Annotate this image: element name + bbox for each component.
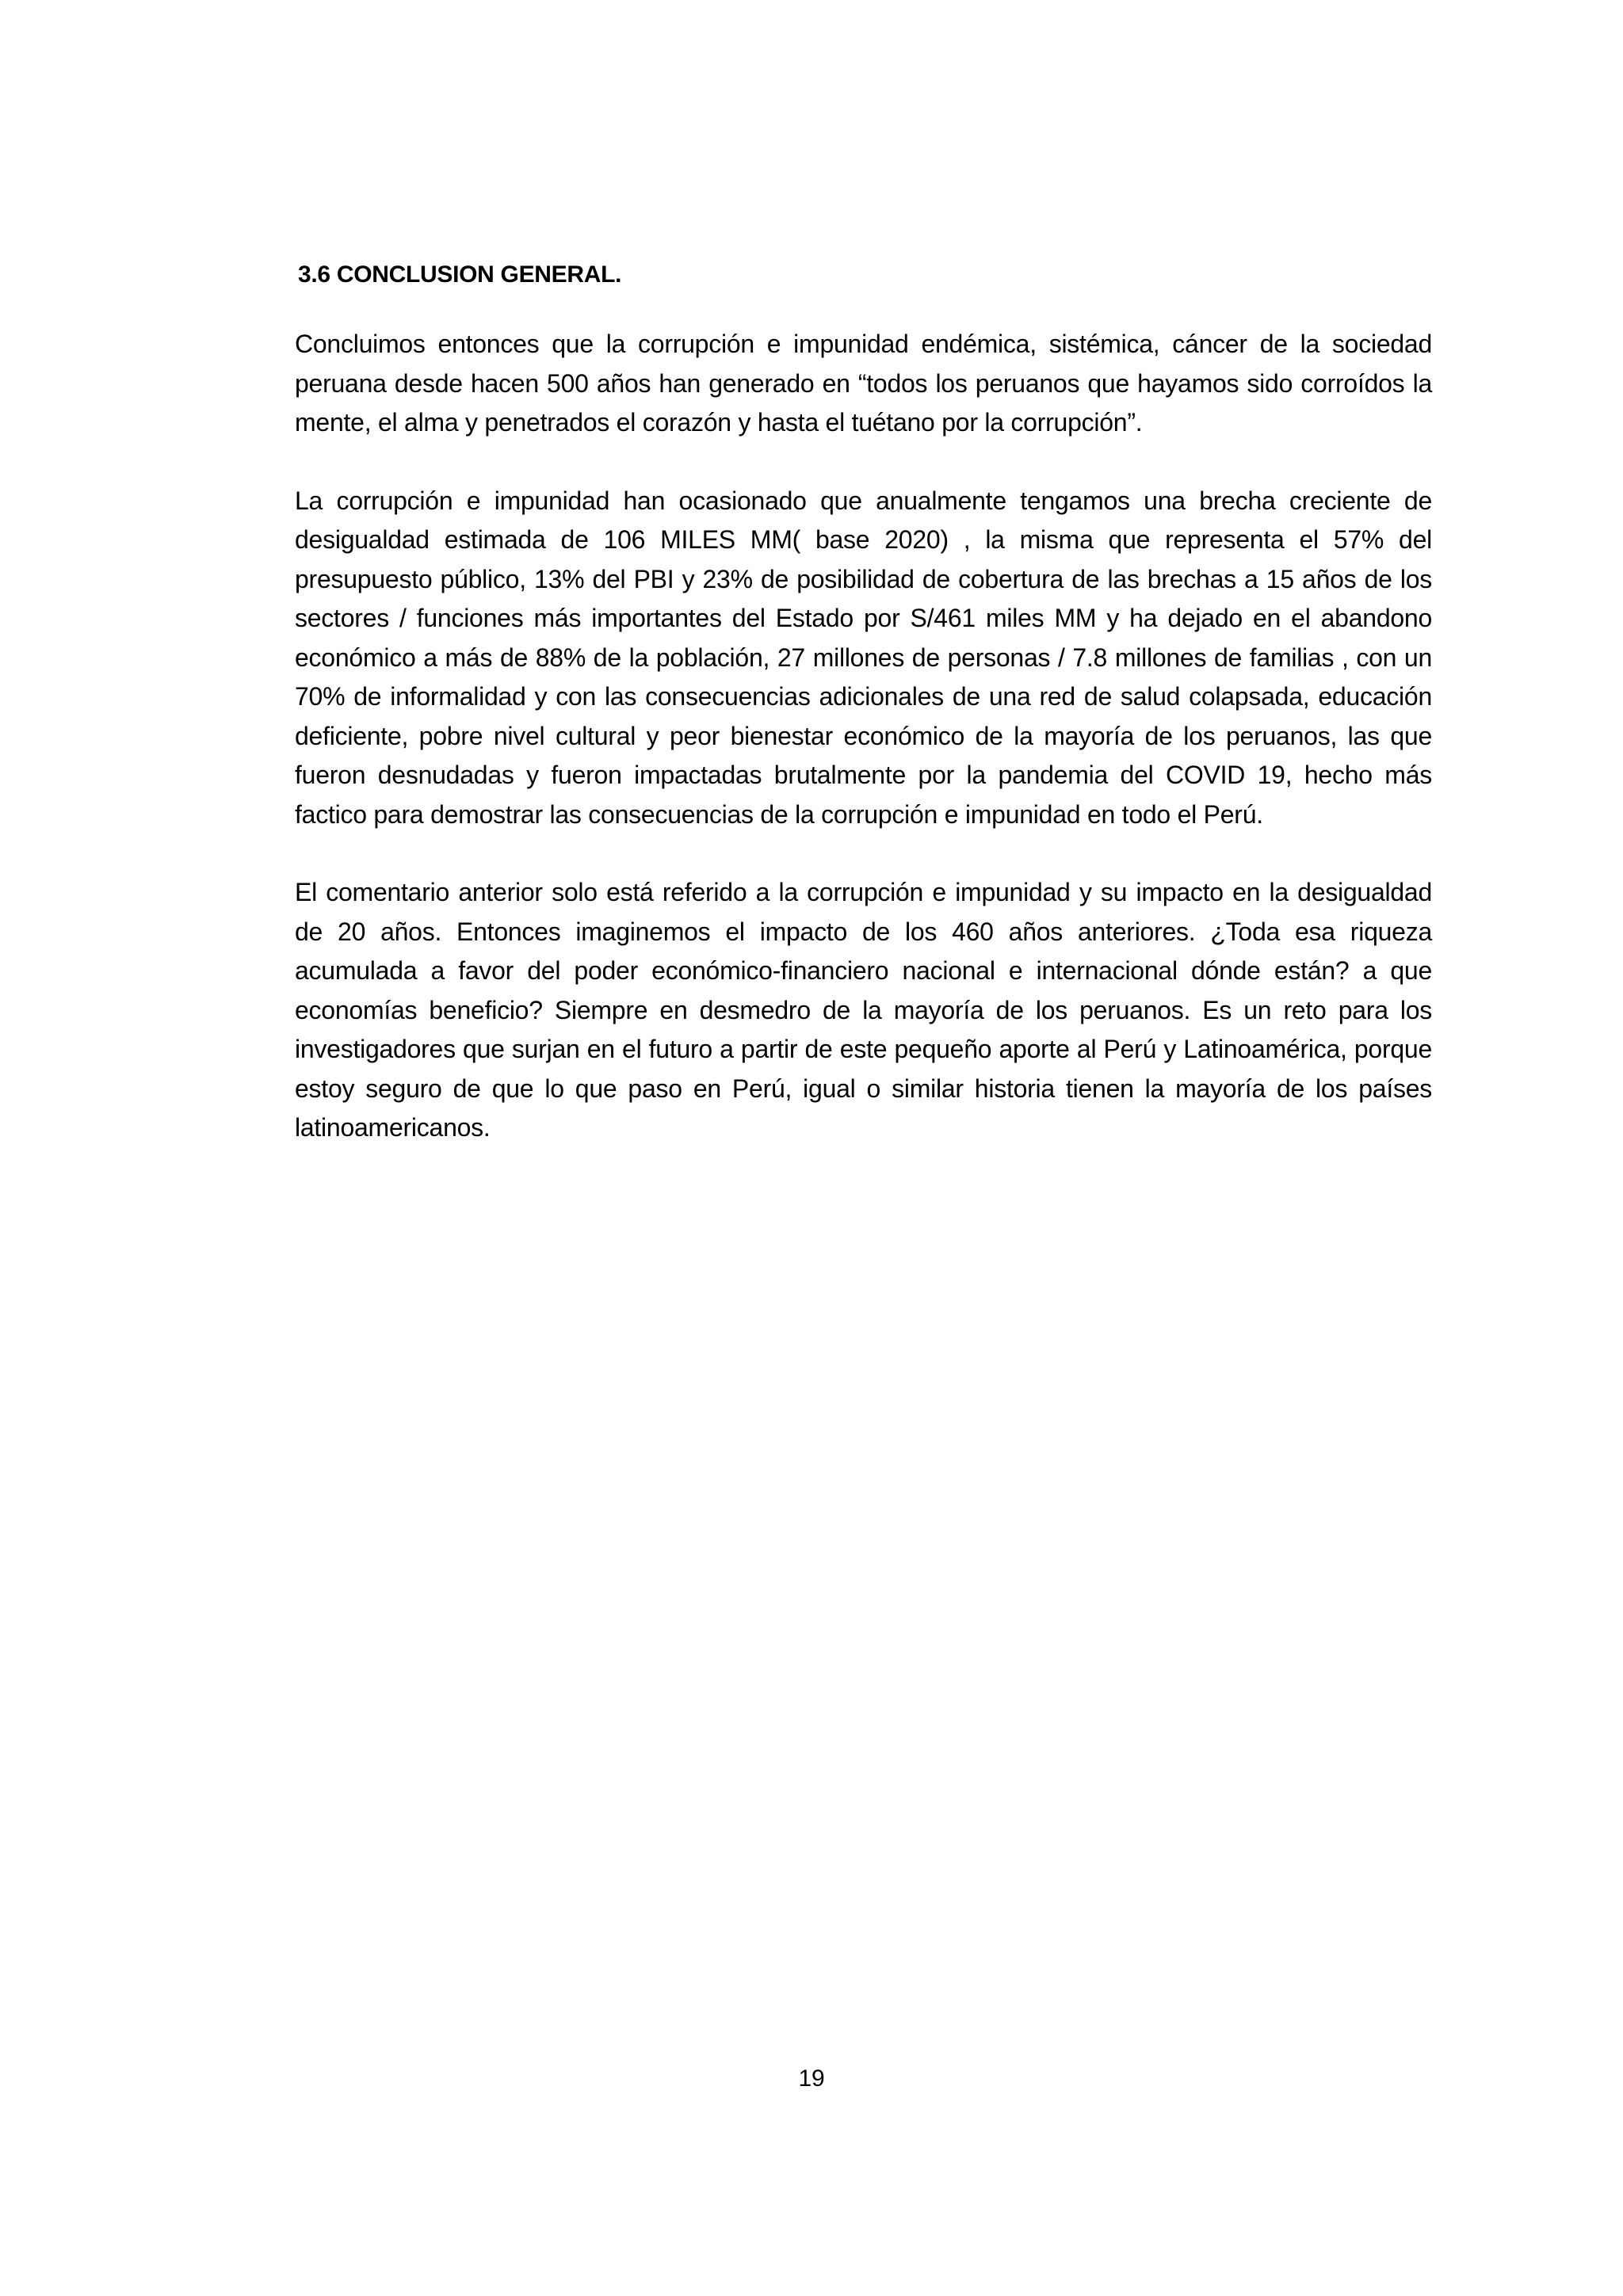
paragraph-conclusion-intro: Concluimos entonces que la corrupción e impunidad endémica, sistémica, cáncer de la sociedad peruana desde hacen 500 años han generado en “todos los peruanos que hayamos sido corroídos la mente, el alma y penetrados el corazón y hasta el tuétano por la corrupción”.	[295, 330, 1432, 437]
paragraph-historical-impact: El comentario anterior solo está referido a la corrupción e impunidad y su impacto en la desigualdad de 20 años. Entonces imaginemos el impacto de los 460 años anteriores. ¿Toda esa riqueza acumulada a favor del poder económico-financiero nacional e internacional dónde están? a que economías beneficio? Siempre en desmedro de la mayoría de los peruanos. Es un reto para los investigadores que surjan en el futuro a partir de este pequeño aporte al Perú y Latinoamérica, porque estoy seguro de que lo que paso en Perú, igual o similar historia tienen la mayoría de los países latinoamericanos.	[295, 878, 1432, 1142]
paragraph-inequality-gap: La corrupción e impunidad han ocasionado que anualmente tengamos una brecha creciente de desigualdad estimada de 106 MILES MM( base 2020) , la misma que representa el 57% del presupuesto público, 13% del PBI y 23% de posibilidad de cobertura de las brechas a 15 años de los sectores / funciones más importantes del Estado por S/461 miles MM y ha dejado en el abandono económico a más de 88% de la población, 27 millones de personas / 7.8 millones de familias , con un 70% de informalidad y con las consecuencias adicionales de una red de salud colapsada, educación deficiente, pobre nivel cultural y peor bienestar económico de la mayoría de los peruanos, las que fueron desnudadas y fueron impactadas brutalmente por la pandemia del COVID 19, hecho más factico para demostrar las consecuencias de la corrupción e impunidad en todo el Perú.	[295, 486, 1432, 829]
section-heading: 3.6 CONCLUSION GENERAL.	[298, 261, 622, 288]
page-content	[295, 255, 1432, 1187]
page-number: 19	[798, 2065, 825, 2092]
